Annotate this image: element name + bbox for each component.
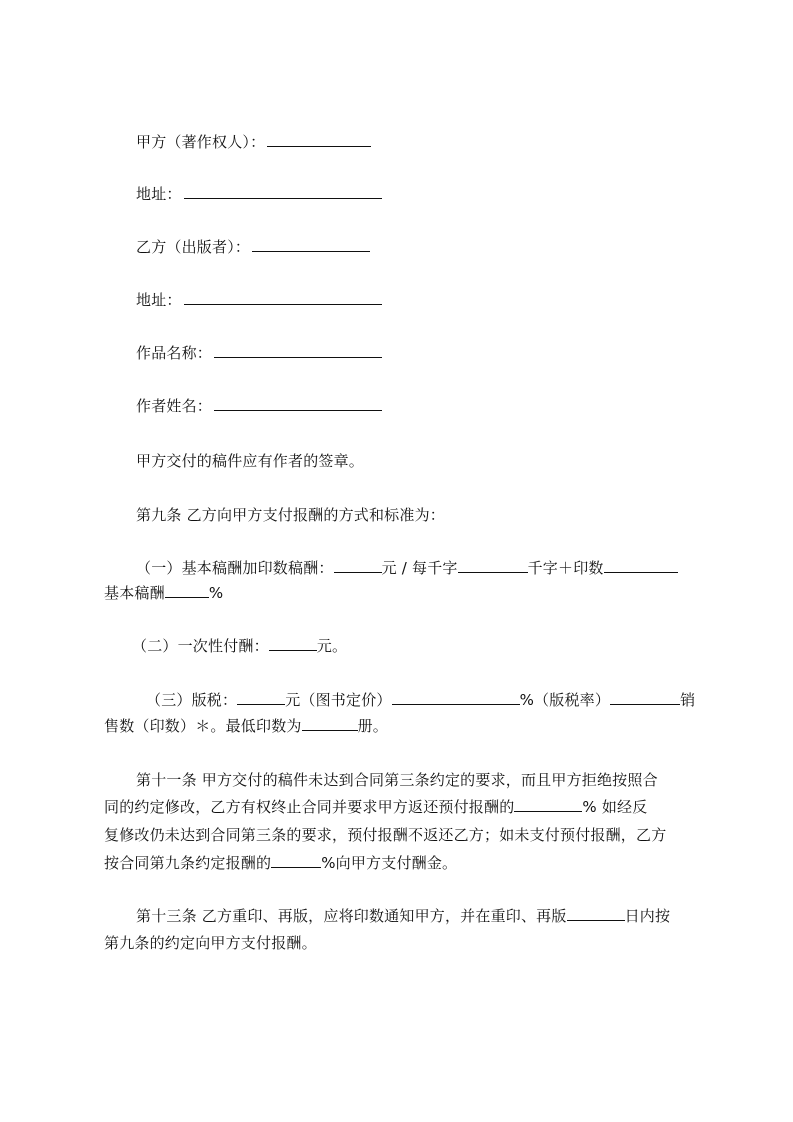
clause3-rate-text: %（版税率）: [519, 691, 611, 709]
author-name-field[interactable]: [214, 396, 382, 411]
party-b-row: [136, 237, 370, 257]
work-title-field[interactable]: [214, 343, 382, 358]
clause3-sales-blank[interactable]: [610, 690, 680, 705]
clause1-kchars-text: 千字＋印数: [527, 559, 604, 577]
address-label-1: 地址：: [136, 185, 182, 203]
work-title-row: [136, 343, 382, 363]
clause2-label: （二）一次性付酬：: [132, 637, 269, 655]
work-title-label: 作品名称：: [136, 344, 213, 362]
article11-fee-tail: %向甲方支付酬金。: [321, 854, 458, 872]
clause1-base-blank[interactable]: [165, 583, 209, 598]
party-a-field[interactable]: [267, 132, 371, 147]
article13-days-blank[interactable]: [567, 906, 625, 921]
article13-line2: 第九条的约定向甲方支付报酬。: [104, 934, 317, 952]
article11-refund-text: 同的约定修改，乙方有权终止合同并要求甲方返还预付报酬的: [104, 798, 515, 816]
clause1-unit: 元 / 每千字: [381, 559, 458, 577]
address-field-1[interactable]: [184, 184, 382, 199]
party-b-label: 乙方（出版者）：: [136, 238, 251, 256]
clause2-amount-blank[interactable]: [269, 636, 317, 651]
clause3-line1: [146, 690, 695, 710]
clause3-volume-unit: 册。: [357, 717, 389, 735]
clause2-unit: 元。: [316, 637, 348, 655]
clause3-label: （三）版税：: [146, 691, 238, 709]
signature-note: 甲方交付的稿件应有作者的签章。: [136, 452, 365, 470]
clause3-rate-blank[interactable]: [392, 690, 520, 705]
address-field-2[interactable]: [184, 290, 382, 305]
clause1-base-label: 基本稿酬: [104, 584, 165, 602]
clause1-percent: %: [208, 584, 224, 602]
party-a-row: [136, 132, 371, 152]
article11-fee-text: 按合同第九条约定报酬的: [104, 854, 272, 872]
author-name-label: 作者姓名：: [136, 397, 213, 415]
address-label-2: 地址：: [136, 291, 182, 309]
article13-tail: 日内按: [624, 907, 671, 925]
address-row-2: [136, 290, 382, 310]
clause1-rate-blank[interactable]: [334, 558, 382, 573]
article13-text: 第十三条 乙方重印、再版，应将印数通知甲方，并在重印、再版: [136, 907, 567, 925]
clause1-print-blank[interactable]: [604, 558, 678, 573]
article11-line3: 复修改仍未达到合同第三条的要求，预付报酬不返还乙方；如未支付预付报酬，乙方: [104, 826, 667, 844]
clause3-sales-label: 销: [680, 691, 696, 709]
clause1-line1: [136, 558, 678, 578]
clause3-line2: [104, 716, 388, 736]
party-a-label: 甲方（著作权人）：: [136, 133, 266, 151]
article11-refund-tail: % 如经反: [582, 798, 648, 816]
article9-title: 第九条 乙方向甲方支付报酬的方式和标准为：: [136, 506, 445, 524]
clause1-kchars-blank[interactable]: [458, 558, 528, 573]
clause1-line2: [104, 583, 223, 603]
article11-refund-blank[interactable]: [514, 797, 582, 812]
article11-line4: [104, 853, 457, 873]
article11-line2: [104, 797, 647, 817]
article11-fee-blank[interactable]: [271, 853, 321, 868]
clause3-price-blank[interactable]: [237, 690, 285, 705]
clause1-label: （一）基本稿酬加印数稿酬：: [136, 559, 334, 577]
clause3-price-text: 元（图书定价）: [285, 691, 392, 709]
address-row-1: [136, 184, 382, 204]
clause3-min-blank[interactable]: [302, 716, 358, 731]
article13-line1: [136, 906, 670, 926]
article11-line1: 第十一条 甲方交付的稿件未达到合同第三条约定的要求，而且甲方拒绝按照合: [136, 771, 658, 789]
author-name-row: [136, 396, 382, 416]
clause3-min-text: 售数（印数）＊。最低印数为: [104, 717, 302, 735]
clause2-line: [132, 636, 347, 656]
party-b-field[interactable]: [252, 237, 370, 252]
